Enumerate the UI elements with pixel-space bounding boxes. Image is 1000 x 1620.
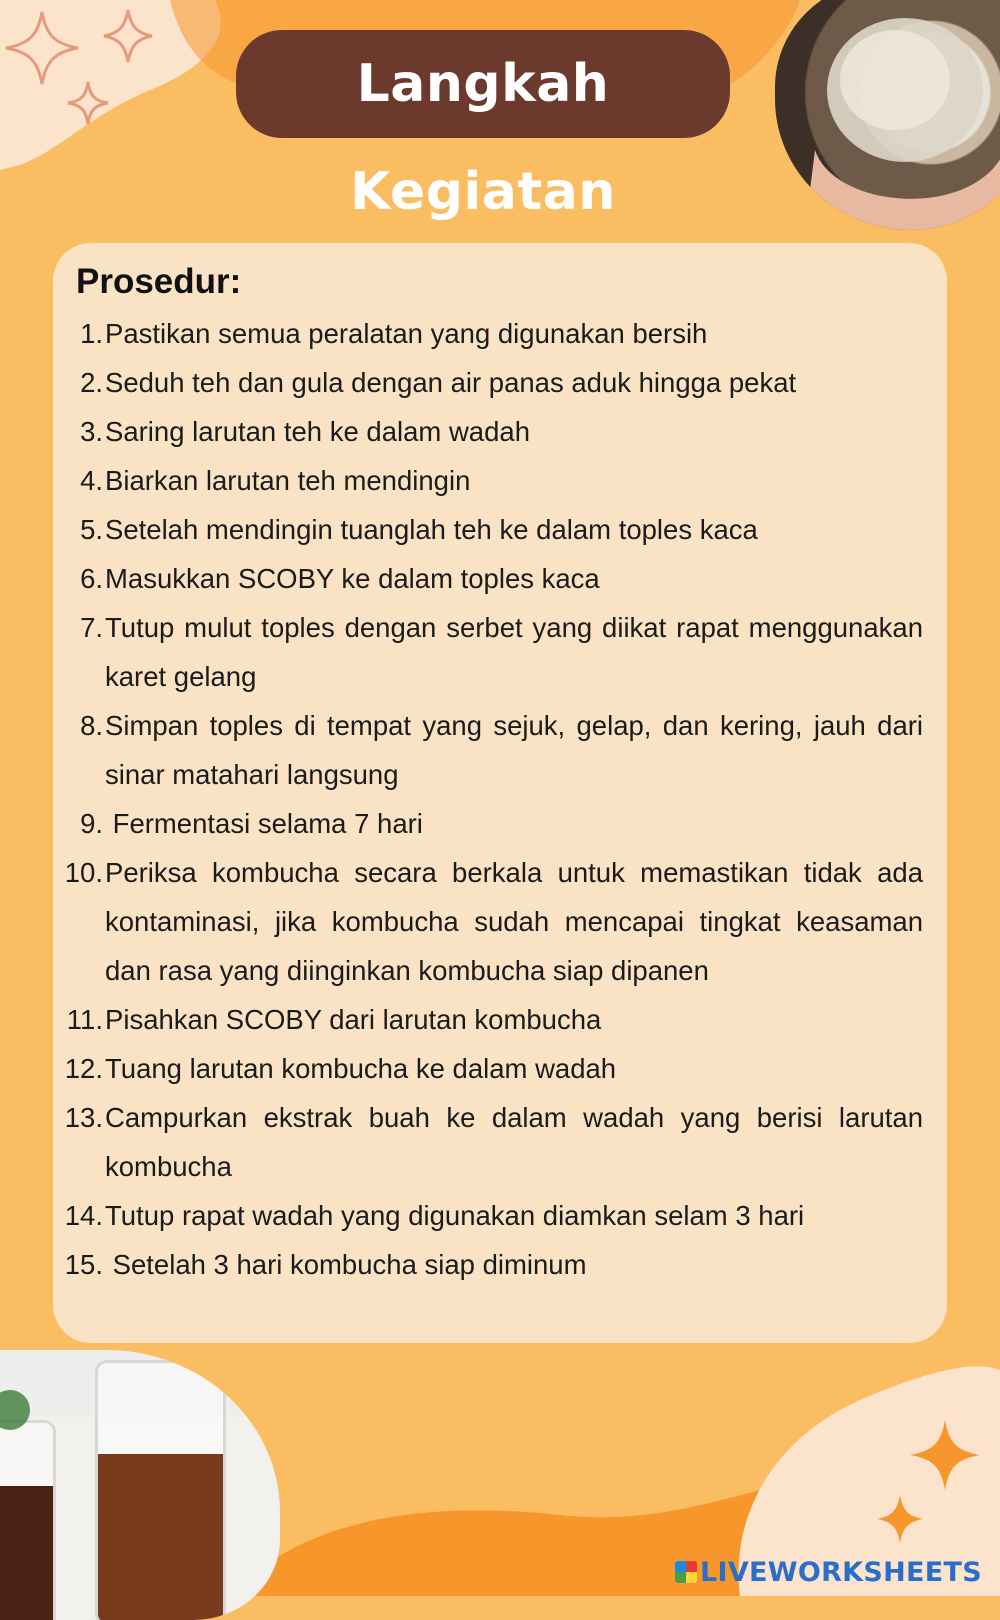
- sparkle-icon: [0, 0, 220, 150]
- step-text: Fermentasi selama 7 hari: [105, 808, 423, 839]
- list-item: [55, 995, 923, 1044]
- section-heading: Prosedur:: [76, 262, 242, 301]
- list-item: [55, 554, 923, 603]
- liveworksheets-watermark[interactable]: [675, 1557, 982, 1588]
- step-number: 15.: [64, 1249, 103, 1280]
- list-item: [55, 407, 923, 456]
- liveworksheets-logo-icon: [675, 1561, 697, 1583]
- step-text: Setelah mendingin tuanglah teh ke dalam toples kaca: [105, 514, 758, 545]
- list-item: [55, 848, 923, 995]
- step-number: 14.: [64, 1200, 103, 1231]
- procedure-list: [55, 309, 923, 1289]
- step-number: 1.: [80, 318, 103, 349]
- step-text: Tutup mulut toples dengan serbet yang diikat rapat menggunakan karet gelang: [105, 612, 923, 692]
- step-number: 2.: [80, 367, 103, 398]
- step-number: 13.: [64, 1102, 103, 1133]
- step-text: Simpan toples di tempat yang sejuk, gelap, dan kering, jauh dari sinar matahari langsung: [105, 710, 923, 790]
- step-number: 3.: [80, 416, 103, 447]
- step-text: Tutup rapat wadah yang digunakan diamkan selam 3 hari: [105, 1200, 805, 1231]
- list-item: [55, 456, 923, 505]
- step-number: 5.: [80, 514, 103, 545]
- step-text: Pastikan semua peralatan yang digunakan bersih: [105, 318, 708, 349]
- list-item: [55, 701, 923, 799]
- sparkle-icon: [875, 1415, 995, 1575]
- step-number: 12.: [64, 1053, 103, 1084]
- step-number: 10.: [64, 857, 103, 888]
- step-text: Tuang larutan kombucha ke dalam wadah: [105, 1053, 617, 1084]
- step-number: 11.: [66, 1004, 103, 1035]
- page-title: Langkah Kegiatan: [236, 30, 730, 138]
- list-item: [55, 358, 923, 407]
- list-item: [55, 505, 923, 554]
- step-number: 4.: [80, 465, 103, 496]
- list-item: [55, 1044, 923, 1093]
- step-text: Pisahkan SCOBY dari larutan kombucha: [105, 1004, 602, 1035]
- watermark-text: LIVEWORKSHEETS: [699, 1557, 982, 1588]
- list-item: [55, 1093, 923, 1191]
- step-number: 7.: [80, 612, 103, 643]
- step-text: Biarkan larutan teh mendingin: [105, 465, 471, 496]
- list-item: [55, 1191, 923, 1240]
- step-number: 6.: [80, 563, 103, 594]
- step-number: 8.: [80, 710, 103, 741]
- list-item: [55, 1240, 923, 1289]
- list-item: [55, 309, 923, 358]
- list-item: [55, 603, 923, 701]
- list-item: [55, 799, 923, 848]
- step-text: Masukkan SCOBY ke dalam toples kaca: [105, 563, 600, 594]
- step-text: Setelah 3 hari kombucha siap diminum: [105, 1249, 587, 1280]
- step-text: Campurkan ekstrak buah ke dalam wadah yang berisi larutan kombucha: [105, 1102, 923, 1182]
- step-text: Periksa kombucha secara berkala untuk memastikan tidak ada kontaminasi, jika kombucha sudah mencapai tingkat keasaman dan rasa yang diinginkan kombucha siap dipanen: [105, 857, 923, 986]
- step-text: Seduh teh dan gula dengan air panas aduk hingga pekat: [105, 367, 797, 398]
- step-text: Saring larutan teh ke dalam wadah: [105, 416, 530, 447]
- step-number: 9.: [80, 808, 103, 839]
